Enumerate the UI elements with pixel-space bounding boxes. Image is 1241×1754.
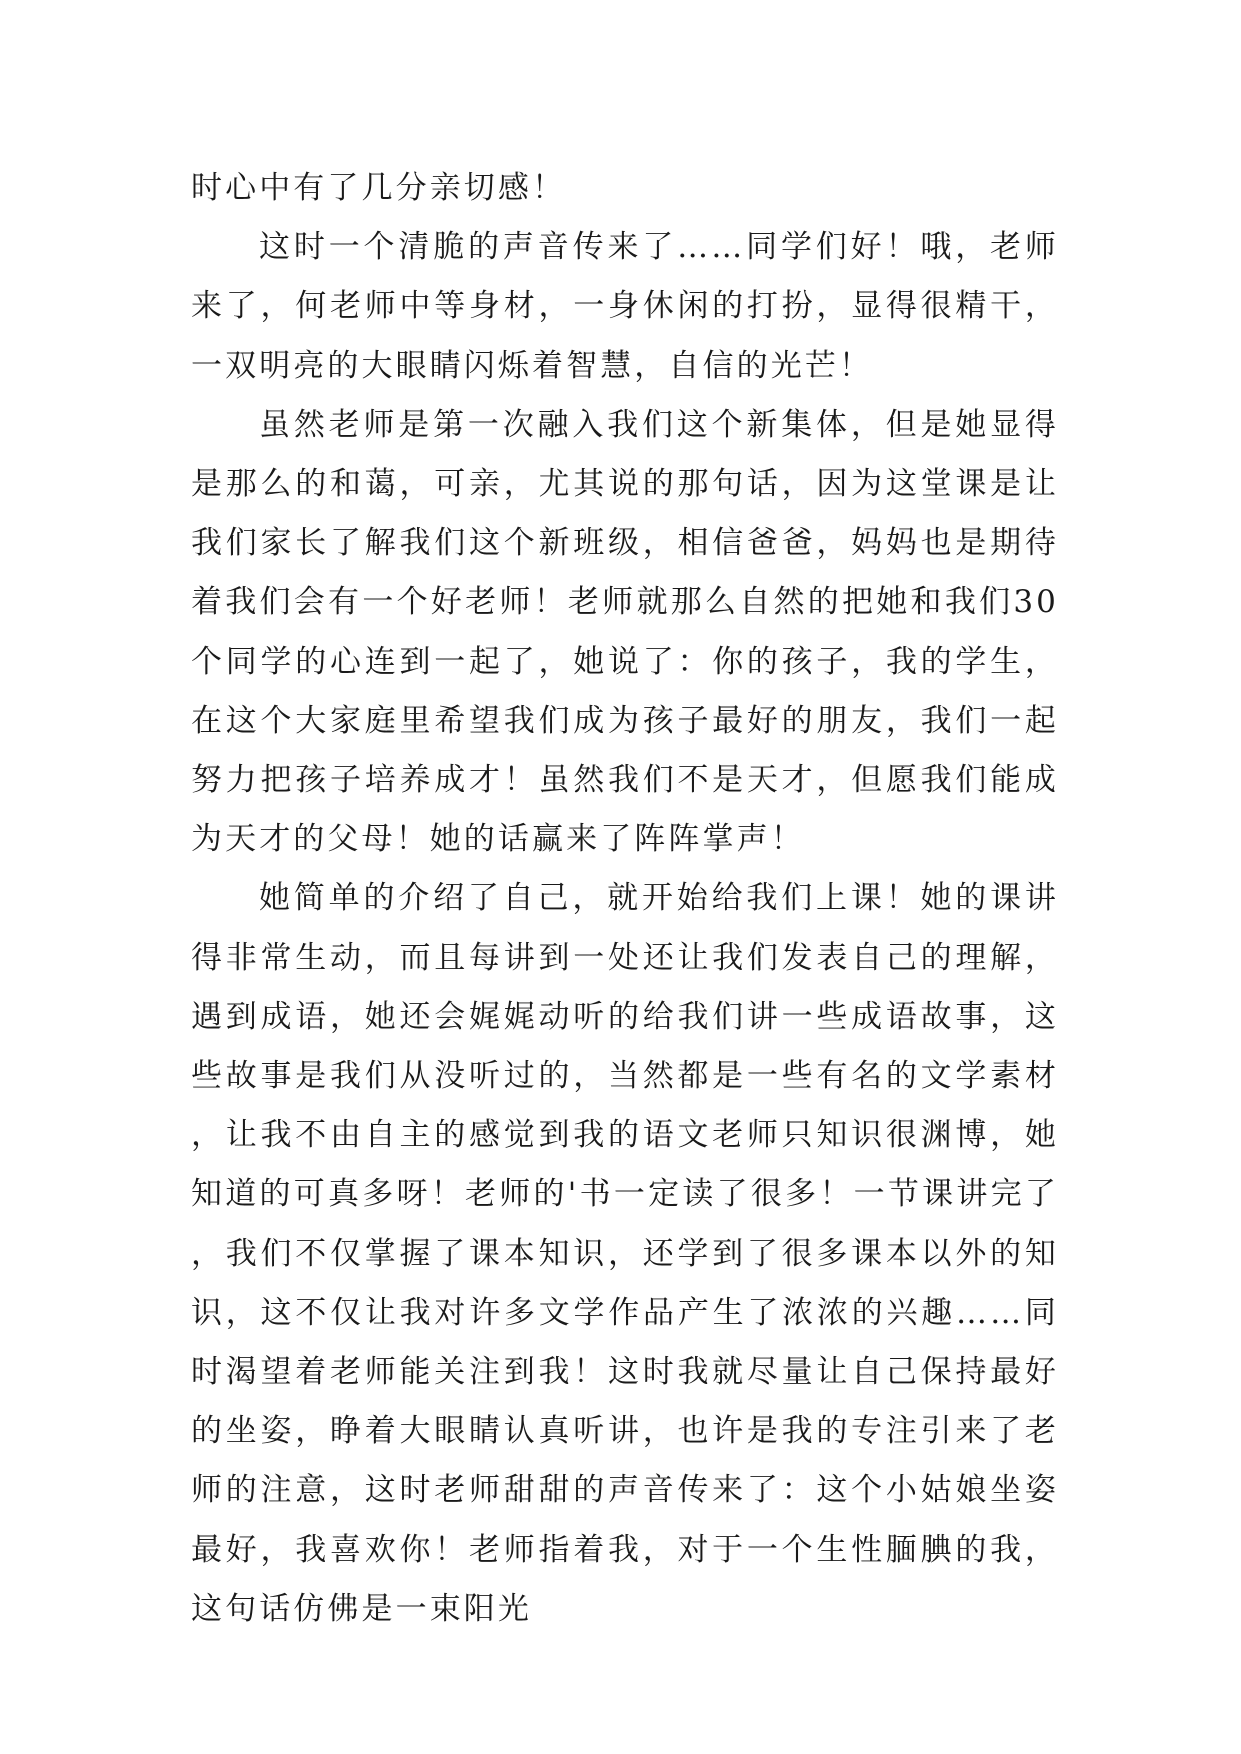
paragraph-lesson: 她简单的介绍了自己，就开始给我们上课！她的课讲得非常生动，而且每讲到一处还让我们发表自己的理解，遇到成语，她还会娓娓动听的给我们讲一些成语故事，这些故事是我们从没听过的，当然都是一些有名的文学素材，让我不由自主的感觉到我的语文老师只知识很渊博，她知道的可真多呀！老师的'书一定读了很多！一节课讲完了，我们不仅掌握了课本知识，还学到了很多课本以外的知识，这不仅让我对许多文学作品产生了浓浓的兴趣……同时渴望着老师能关注到我！这时我就尽量让自己保持最好的坐姿，睁着大眼睛认真听讲，也许是我的专注引来了老师的注意，这时老师甜甜的声音传来了：这个小姑娘坐姿最好，我喜欢你！老师指着我，对于一个生性腼腆的我，这句话仿佛是一束阳光 [191, 880, 1059, 1627]
paragraph-teacher-speech: 虽然老师是第一次融入我们这个新集体，但是她显得是那么的和蔼，可亲，尤其说的那句话，因为这堂课是让我们家长了解我们这个新班级，相信爸爸，妈妈也是期待着我们会有一个好老师！老师就那么自然的把她和我们30个同学的心连到一起了，她说了：你的孩子，我的学生，在这个大家庭里希望我们成为孩子最好的朋友，我们一起努力把孩子培养成才！虽然我们不是天才，但愿我们能成为天才的父母！她的话赢来了阵阵掌声！ [191, 406, 1059, 858]
paragraph-teacher-arrives: 这时一个清脆的声音传来了……同学们好！哦，老师来了，何老师中等身材，一身休闲的打扮，显得很精干，一双明亮的大眼睛闪烁着智慧，自信的光芒！ [191, 229, 1059, 384]
paragraph-continuation: 时心中有了几分亲切感！ [191, 170, 567, 206]
body-text [191, 159, 1059, 1639]
